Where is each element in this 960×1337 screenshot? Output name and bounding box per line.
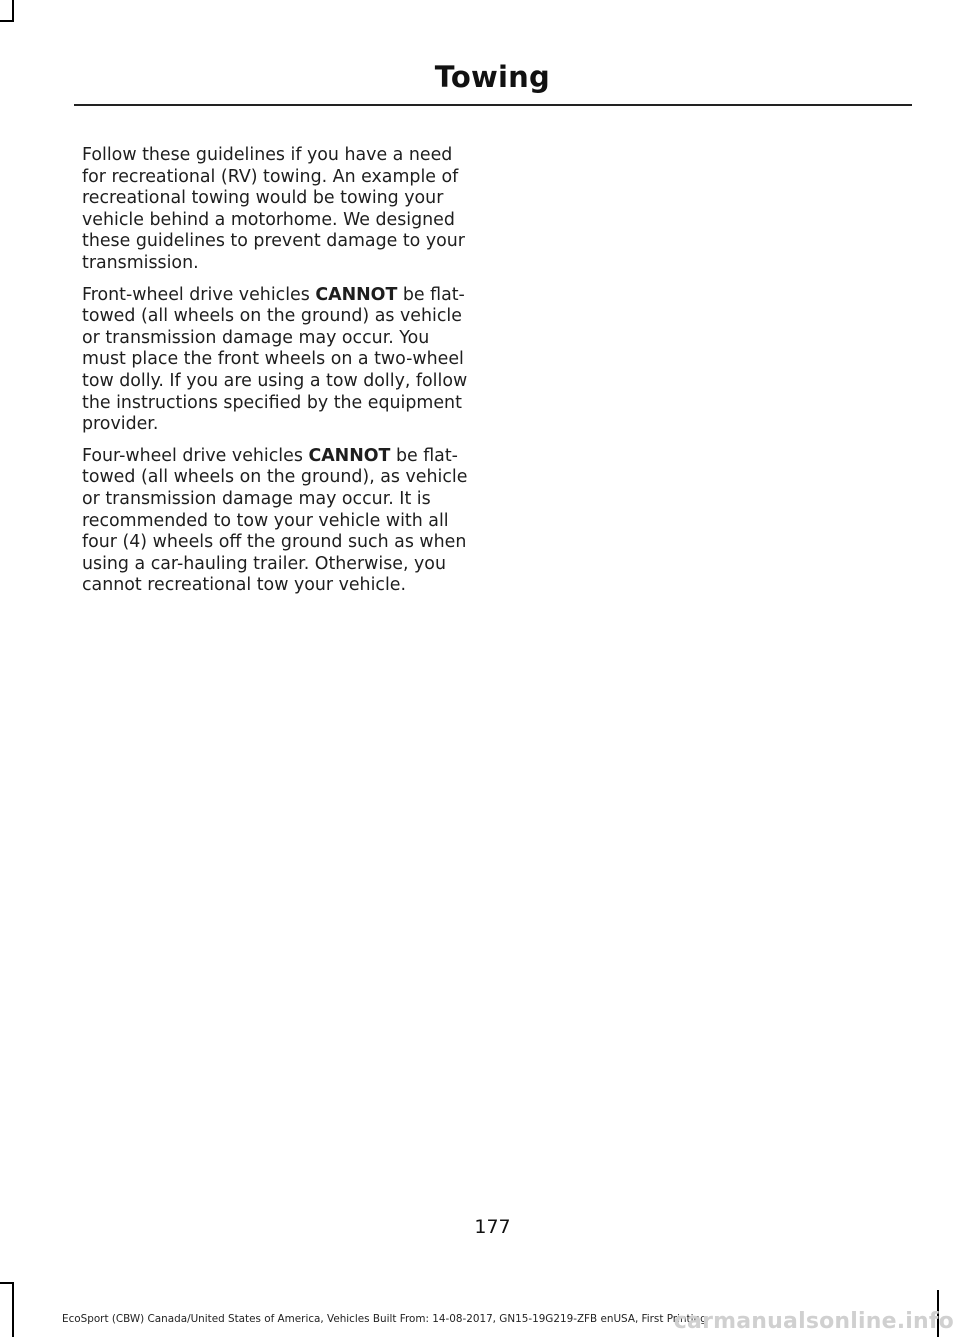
front-wheel-cannot-emphasis: CANNOT [315, 284, 398, 305]
footer-publication-info: EcoSport (CBW) Canada/United States of America, Vehicles Built From: 14-08-2017, GN15-19G219-ZFB enUSA, First Printing [62, 1313, 707, 1325]
paragraph-rv-towing-intro: Follow these guidelines if you have a need for recreational (RV) towing. An example of recreational towing would be towing your vehicle behind a motorhome. We designed these guidelines to prevent damage to your transmission. [82, 145, 465, 273]
front-wheel-text-after: be flat-towed (all wheels on the ground) as vehicle or transmission damage may occur. You must place the front wheels on a two-wheel tow dolly. If you are using a tow dolly, follow the instructions specified by the equipment provider. [82, 284, 468, 435]
four-wheel-cannot-emphasis: CANNOT [308, 445, 391, 466]
four-wheel-text-before: Four-wheel drive vehicles [82, 445, 309, 466]
page-number: 177 [474, 1216, 511, 1238]
crop-mark-bottom-left-vertical [12, 1282, 14, 1337]
paragraph-four-wheel-drive [82, 446, 478, 597]
header-divider [74, 104, 912, 106]
page-title: Towing [434, 60, 550, 94]
crop-mark-top-left-vertical [12, 0, 14, 22]
crop-mark-bottom-left-horizontal [0, 1282, 14, 1284]
watermark-logo: carmanualsonline.info [673, 1309, 954, 1334]
four-wheel-text-after: be flat-towed (all wheels on the ground), as vehicle or transmission damage may occur. It is recommended to tow your vehicle with all four (4) wheels off the ground such as when using a car-hauling trailer. Otherwise, you cannot recreational tow your vehicle. [82, 445, 468, 596]
front-wheel-text-before: Front-wheel drive vehicles [82, 284, 316, 305]
body-text [82, 145, 478, 607]
crop-mark-top-left-horizontal [0, 20, 14, 22]
paragraph-front-wheel-drive [82, 285, 478, 436]
